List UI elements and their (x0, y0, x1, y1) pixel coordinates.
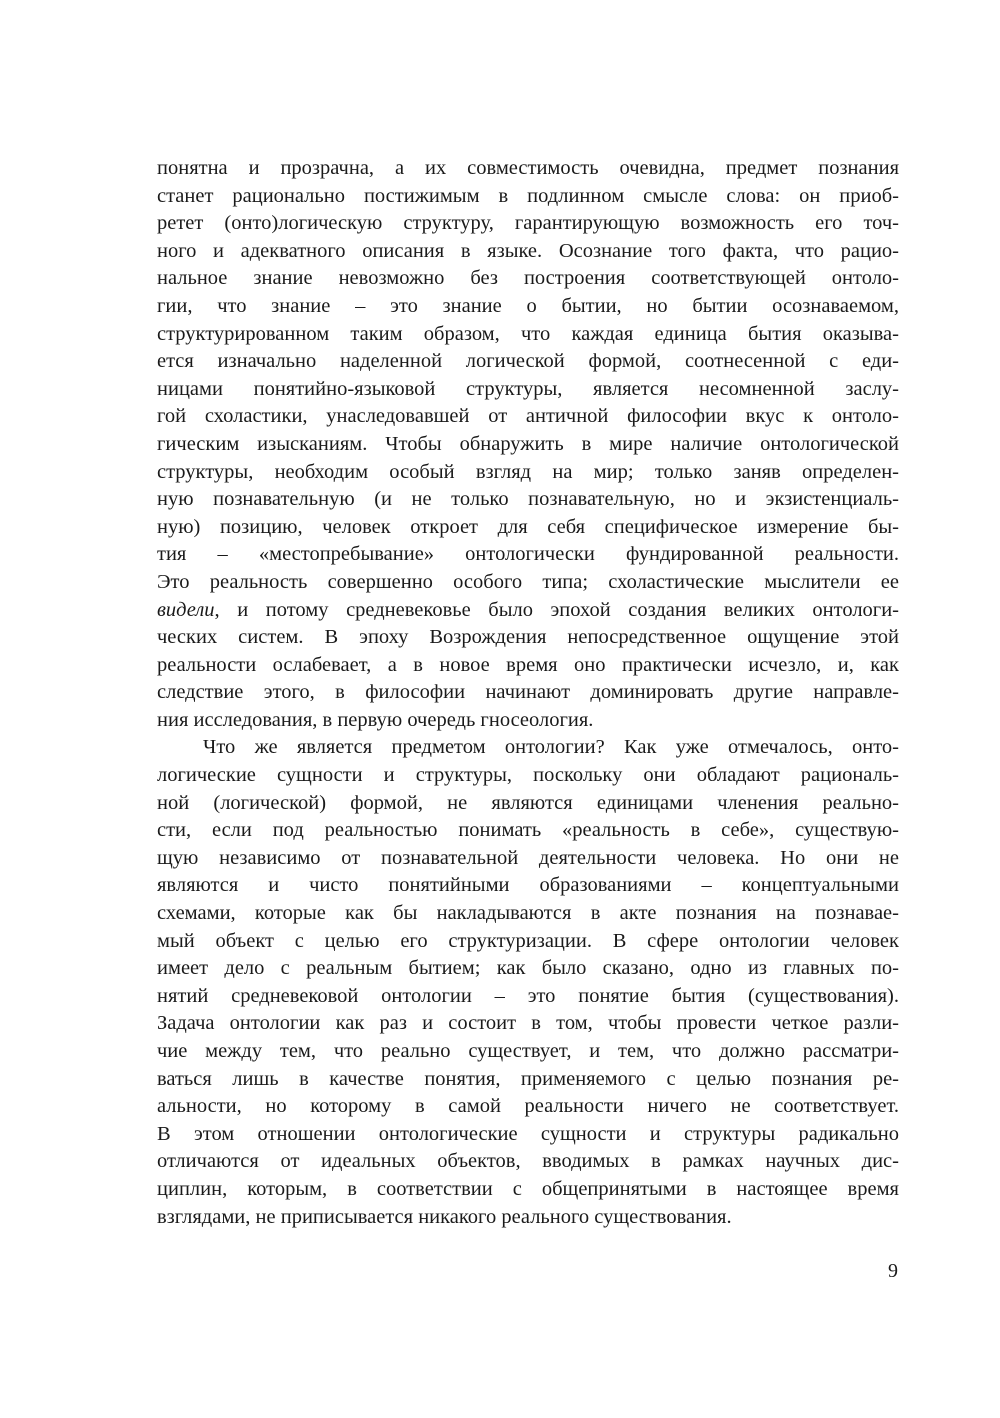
text-line: имеет дело с реальным бытием; как было сказано, одно из главных по- (157, 957, 899, 980)
text-line: ния исследования, в первую очередь гносеология. (157, 708, 594, 731)
text-line: ную познавательную (и не только познавательную, но и экзистенциаль- (157, 488, 899, 511)
text-line: щую независимо от познавательной деятельности человека. Но они не (157, 846, 899, 869)
text-line: ного и адекватного описания в языке. Осознание того факта, что рацио- (157, 239, 899, 262)
text-line: В этом отношении онтологические сущности и структуры радикально (157, 1122, 899, 1145)
text-line: станет рационально постижимым в подлинном смысле слова: он приоб- (157, 184, 899, 207)
text-line: ческих систем. В эпоху Возрождения непосредственное ощущение этой (157, 626, 899, 649)
text-line: Задача онтологии как раз и состоит в том, чтобы провести четкое разли- (157, 1012, 899, 1035)
text-line: следствие этого, в философии начинают доминировать другие направле- (157, 681, 899, 704)
text-line-with-italic (157, 597, 899, 625)
text-line: тия – «местопребывание» онтологически фундированной реальности. (157, 543, 899, 566)
italic-emphasis: видели (157, 598, 215, 621)
text-line: нальное знание невозможно без построения соответствующей онтоло- (157, 267, 899, 290)
page-number: 9 (888, 1260, 898, 1282)
text-line: структуры, необходим особый взгляд на мир; только заняв определен- (157, 460, 899, 483)
text-line: понятна и прозрачна, а их совместимость очевидна, предмет познания (157, 157, 899, 179)
text-line: ной (логической) формой, не являются единицами членения реально- (157, 791, 899, 814)
text-line: альности, но которому в самой реальности ничего не соответствует. (157, 1095, 899, 1118)
text-line: ется изначально наделенной логической формой, соотнесенной с еди- (157, 350, 899, 373)
text-line: гой схоластики, унаследовавшей от античной философии вкус к онтоло- (157, 405, 899, 428)
body-text (157, 155, 899, 1231)
text-line: отличаются от идеальных объектов, вводимых в рамках научных дис- (157, 1150, 899, 1173)
text-line: ную) позицию, человек откроет для себя специфическое измерение бы- (157, 515, 899, 538)
paragraph-first-line: Что же является предметом онтологии? Как уже отмечалось, онто- (203, 736, 899, 759)
text-line: взглядами, не приписывается никакого реального существования. (157, 1205, 732, 1228)
text-line: логические сущности и структуры, поскольку они обладают рациональ- (157, 764, 899, 787)
text-line: ваться лишь в качестве понятия, применяемого с целью познания ре- (157, 1067, 899, 1090)
text-line: Это реальность совершенно особого типа; схоластические мыслители ее (157, 570, 899, 593)
text-line: реальности ослабевает, а в новое время оно практически исчезло, и, как (157, 653, 899, 676)
text-line: гическим изысканиям. Чтобы обнаружить в мире наличие онтологической (157, 432, 899, 455)
text-line: схемами, которые как бы накладываются в акте познания на познавае- (157, 902, 899, 925)
text-line: чие между тем, что реально существует, и тем, что должно рассматри- (157, 1040, 899, 1062)
text-line: являются и чисто понятийными образованиями – концептуальными (157, 874, 899, 897)
text-line: циплин, которым, в соответствии с общепринятыми в настоящее время (157, 1177, 899, 1200)
text-fragment: , и потому средневековье было эпохой создания великих онтологи- (214, 598, 899, 621)
text-line: ницами понятийно-языковой структуры, является несомненной заслу- (157, 377, 899, 400)
text-line: ретет (онто)логическую структуру, гарантирующую возможность его точ- (157, 212, 899, 235)
text-line: сти, если под реальностью понимать «реальность в себе», существую- (157, 819, 899, 842)
text-line: гии, что знание – это знание о бытии, но бытии осознаваемом, (157, 294, 899, 317)
text-line: нятий средневековой онтологии – это понятие бытия (существования). (157, 984, 899, 1007)
text-line: мый объект с целью его структуризации. В сфере онтологии человек (157, 929, 899, 952)
text-line: структурированном таким образом, что каждая единица бытия оказыва- (157, 322, 899, 345)
